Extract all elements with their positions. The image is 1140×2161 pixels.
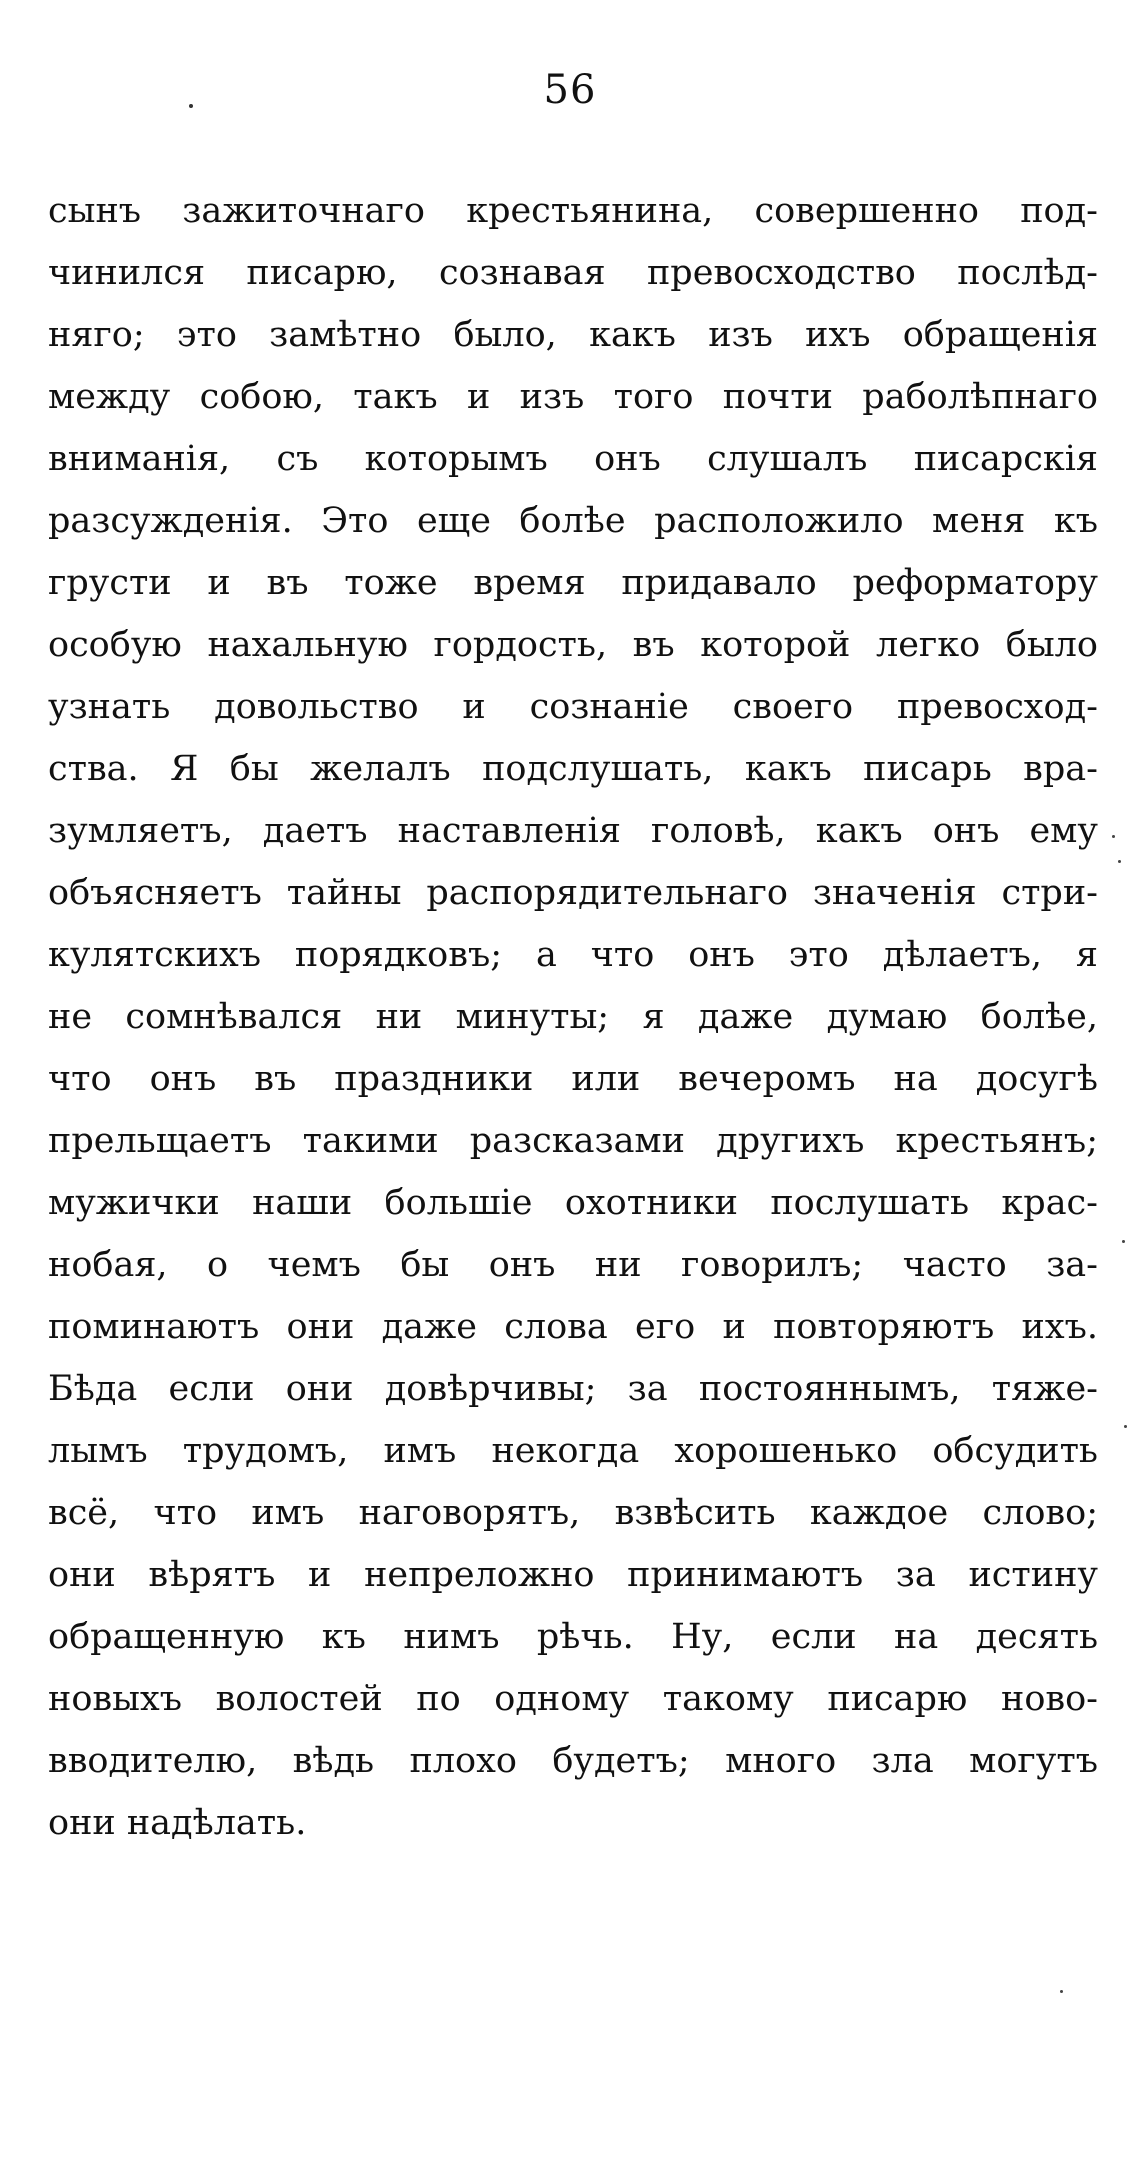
text-line: поминаютъ они даже слова его и повторяютъ ихъ.	[48, 1307, 1098, 1347]
text-line: вниманія, съ которымъ онъ слушалъ писарскія	[48, 439, 1098, 479]
text-line: что онъ въ праздники или вечеромъ на досугѣ	[48, 1059, 1098, 1099]
text-line: сынъ зажиточнаго крестьянина, совершенно под-	[48, 191, 1098, 231]
body-text	[48, 180, 1098, 1854]
text-line: особую нахальную гордость, въ которой легко было	[48, 625, 1098, 665]
ink-speck	[1060, 1990, 1063, 1993]
text-line: они надѣлать.	[48, 1803, 307, 1843]
ink-speck	[1124, 1425, 1127, 1428]
text-line: обращенную къ нимъ рѣчь. Ну, если на десять	[48, 1617, 1098, 1657]
text-line: узнать довольство и сознаніе своего превосход-	[48, 687, 1098, 727]
text-line: всё, что имъ наговорятъ, взвѣсить каждое слово;	[48, 1493, 1098, 1533]
text-line: они вѣрятъ и непреложно принимаютъ за истину	[48, 1555, 1098, 1595]
text-line: зумляетъ, даетъ наставленія головѣ, какъ онъ ему	[48, 811, 1098, 851]
text-line: ства. Я бы желалъ подслушать, какъ писарь вра-	[48, 749, 1098, 789]
text-line: мужички наши большіе охотники послушать крас-	[48, 1183, 1098, 1223]
text-line: новыхъ волостей по одному такому писарю ново-	[48, 1679, 1098, 1719]
page-number: 56	[543, 67, 597, 113]
text-line: Бѣда если они довѣрчивы; за постояннымъ, тяже-	[48, 1369, 1098, 1409]
ink-speck	[1122, 1240, 1125, 1243]
text-line: между собою, такъ и изъ того почти раболѣпнаго	[48, 377, 1098, 417]
text-line: объясняетъ тайны распорядительнаго значенія стри-	[48, 873, 1098, 913]
text-line: прельщаетъ такими разсказами другихъ крестьянъ;	[48, 1121, 1098, 1161]
text-line: кулятскихъ порядковъ; а что онъ это дѣлаетъ, я	[48, 935, 1098, 975]
text-line: не сомнѣвался ни минуты; я даже думаю болѣе,	[48, 997, 1098, 1037]
ink-speck	[1118, 860, 1121, 863]
text-line: грусти и въ тоже время придавало реформатору	[48, 563, 1098, 603]
text-line: чинился писарю, сознавая превосходство послѣд-	[48, 253, 1098, 293]
text-line: разсужденія. Это еще болѣе расположило меня къ	[48, 501, 1098, 541]
ink-speck	[1112, 835, 1115, 838]
text-line: вводителю, вѣдь плохо будетъ; много зла могутъ	[48, 1741, 1098, 1781]
text-line: лымъ трудомъ, имъ некогда хорошенько обсудить	[48, 1431, 1098, 1471]
text-line: нобая, о чемъ бы онъ ни говорилъ; часто за-	[48, 1245, 1098, 1285]
text-line: няго; это замѣтно было, какъ изъ ихъ обращенія	[48, 315, 1098, 355]
